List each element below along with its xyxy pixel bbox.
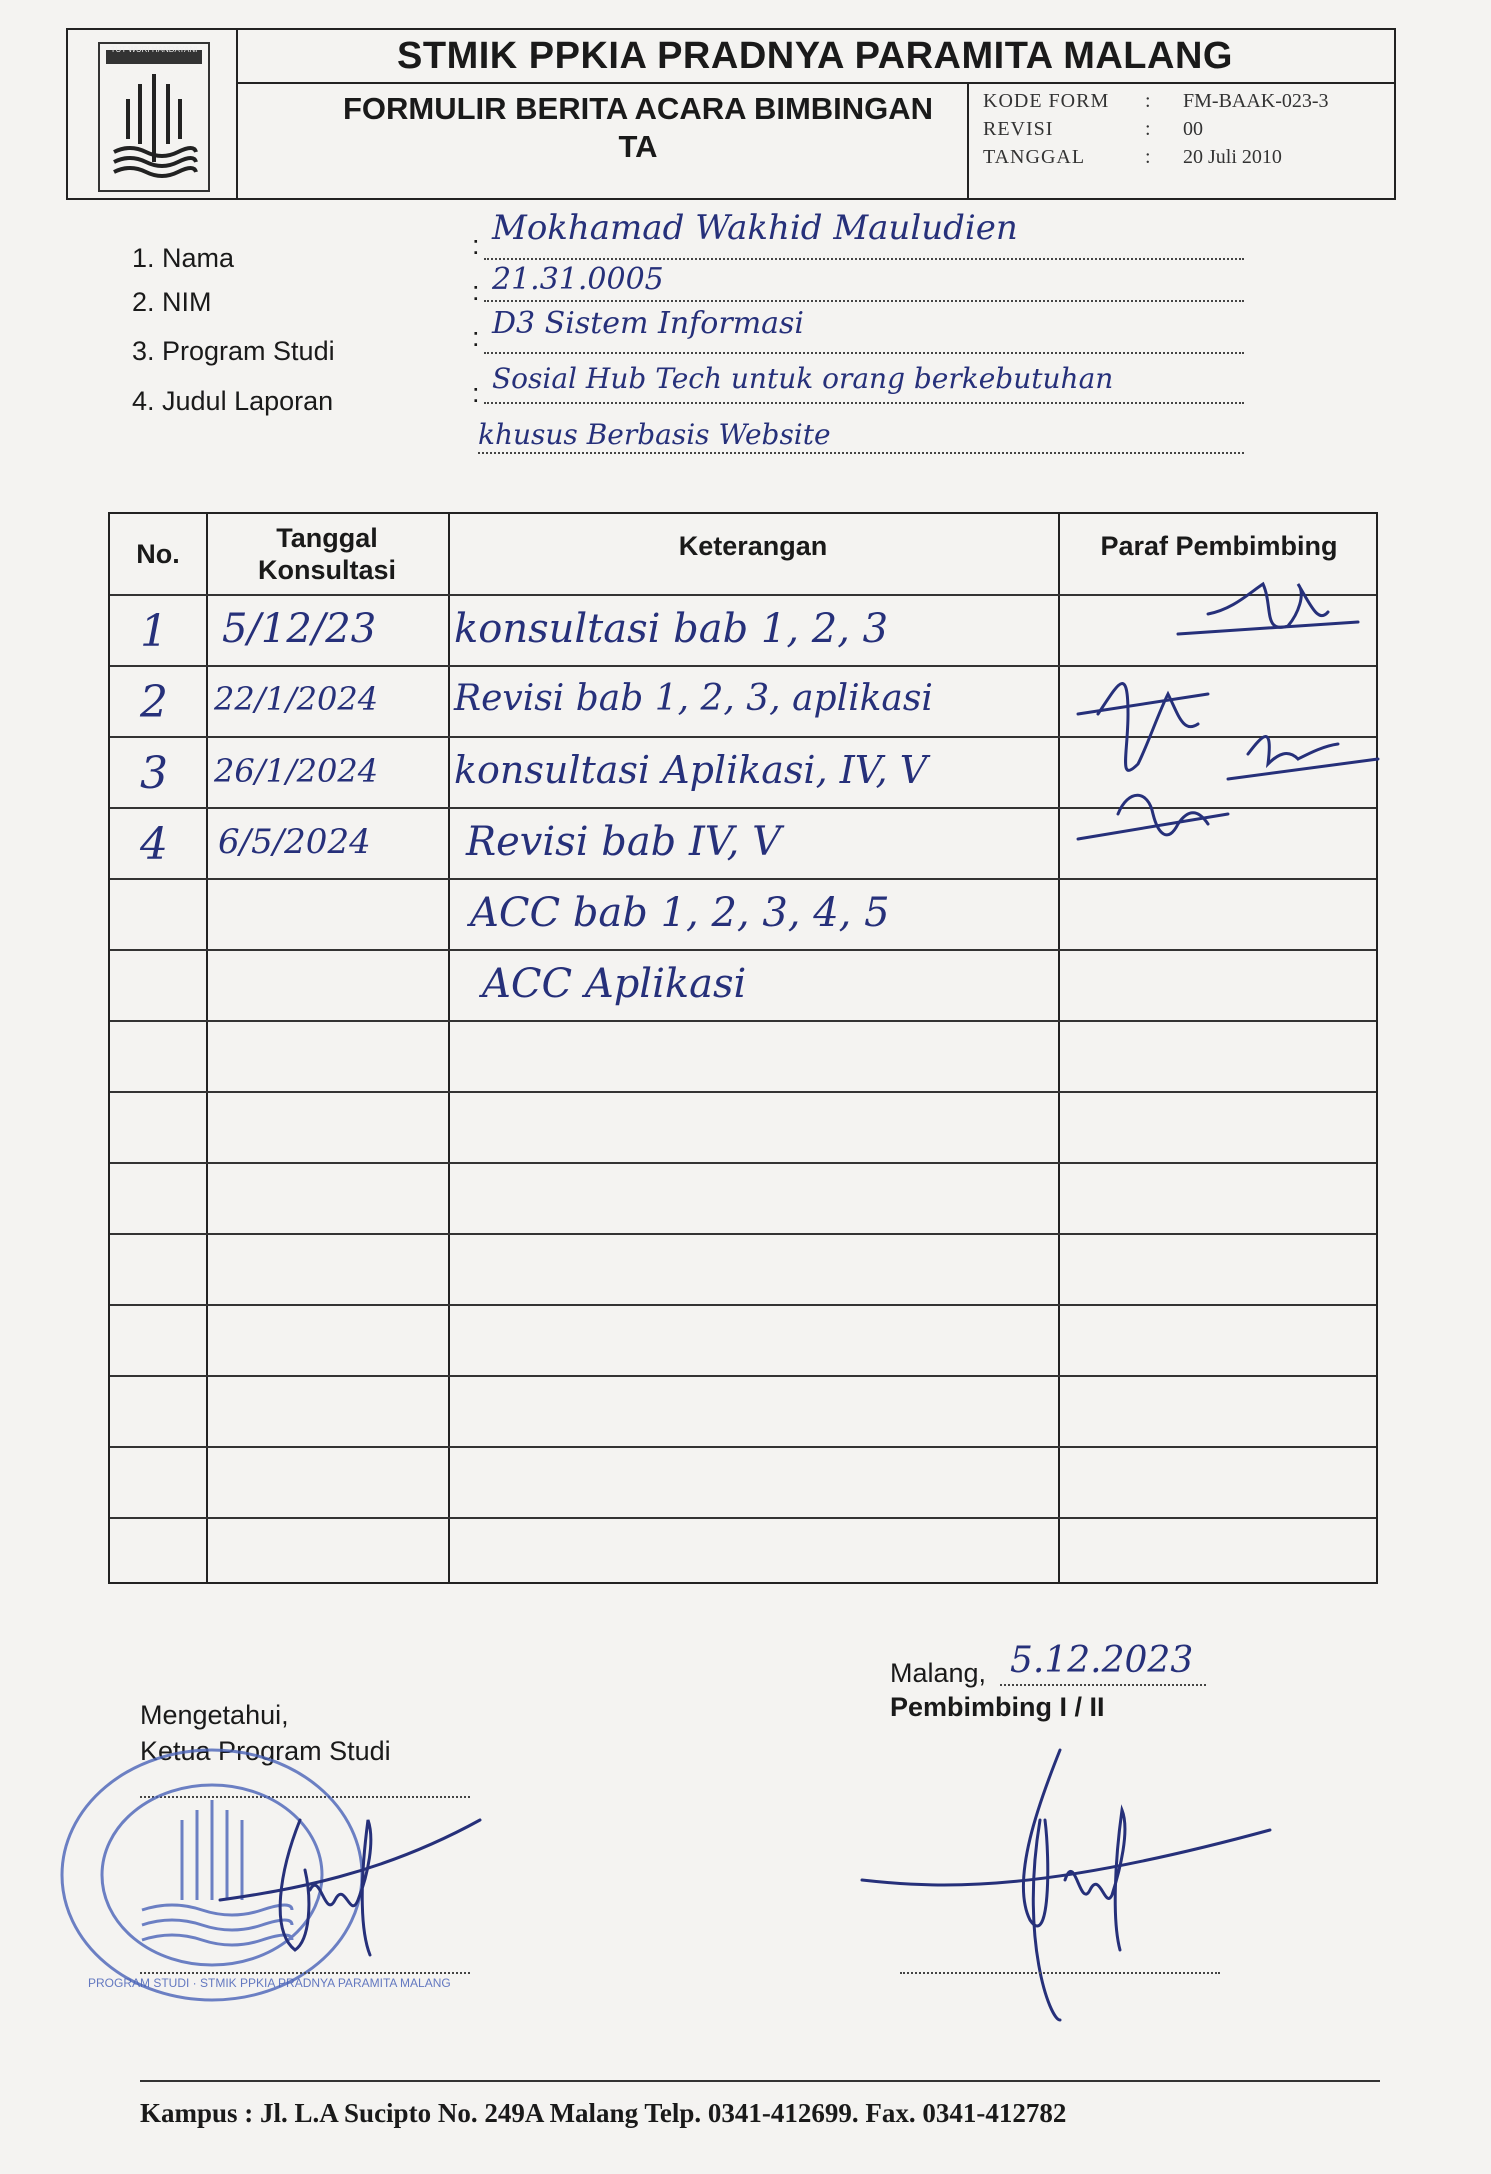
form-title [258,90,1018,166]
code-colon: : [1145,118,1151,140]
cell-keterangan: ACC Aplikasi [482,961,747,1007]
consultation-table [108,512,1378,1584]
code-value: 00 [1183,118,1203,140]
value-nim: 21.31.0005 [492,262,664,297]
footer-rule [140,2080,1380,2082]
dotted-line [484,402,1244,404]
header-no: No. [136,539,180,569]
label-judul-laporan: 4. Judul Laporan [132,386,334,416]
value-nama: Mokhamad Wakhid Mauludien [492,208,1018,248]
cell-no: 4 [140,819,168,870]
campus-address: Kampus : Jl. L.A Sucipto No. 249A Malang Telp. 0341-412699. Fax. 0341-412782 [140,2098,1067,2128]
colon: : [472,276,480,306]
cell-no: 2 [140,677,168,728]
header-tanggal-line2: Konsultasi [257,555,397,585]
cell-keterangan: ACC bab 1, 2, 3, 4, 5 [470,890,890,936]
pembimbing-label: Pembimbing I / II [890,1692,1105,1722]
row-divider [110,1304,1376,1306]
mengetahui-label: Mengetahui, [140,1700,289,1730]
dotted-line [900,1972,1220,1974]
dotted-line [478,452,1244,454]
row-divider [110,1517,1376,1519]
row-divider [110,1020,1376,1022]
ketua-prodi-label: Ketua Program Studi [140,1736,391,1766]
code-key: TANGGAL [983,146,1086,168]
code-colon: : [1145,146,1151,168]
code-colon: : [1145,90,1151,112]
code-value: 20 Juli 2010 [1183,146,1282,168]
colon: : [472,378,480,408]
header-keterangan: Keterangan [678,531,828,561]
row-divider [110,1091,1376,1093]
form-code-box [967,82,1394,198]
cell-tanggal: 26/1/2024 [214,752,379,790]
value-program-studi: D3 Sistem Informasi [492,306,805,341]
dotted-line [140,1972,470,1974]
form-title-line1: FORMULIR BERITA ACARA BIMBINGAN [342,91,934,126]
institution-title: STMIK PPKIA PRADNYA PARAMITA MALANG [236,30,1394,84]
cell-no: 1 [140,606,168,657]
label-program-studi: 3. Program Studi [132,336,335,366]
form-title-line2: TA [618,129,658,164]
header-tanggal-line1: Tanggal [276,523,378,553]
header-paraf: Paraf Pembimbing [1100,531,1338,561]
supervisor-signature [850,1720,1290,2040]
cell-tanggal: 5/12/23 [222,606,377,652]
cell-tanggal: 6/5/2024 [218,822,371,862]
colon: : [472,230,480,260]
supervisor-initials-column [1058,514,1380,894]
institution-logo [98,42,210,192]
logo-caption: TUT WURI HANDAYANI [110,45,198,54]
cell-keterangan: konsultasi bab 1, 2, 3 [454,606,889,652]
code-row-tanggal [983,146,1384,170]
head-of-program-signature [200,1780,520,1980]
dotted-line [484,300,1244,302]
code-row-kode-form [983,90,1384,114]
code-key: KODE FORM [983,90,1110,112]
row-divider [110,1162,1376,1164]
dotted-line [1000,1684,1206,1686]
row-divider [110,1375,1376,1377]
col-divider [206,514,208,1582]
label-nama: 1. Nama [132,243,235,273]
signature-date: 5.12.2023 [1010,1640,1194,1681]
dotted-line [484,258,1244,260]
cell-keterangan: Revisi bab 1, 2, 3, aplikasi [454,678,933,719]
value-judul-laporan: Sosial Hub Tech untuk orang berkebutuhan [492,362,1114,395]
cell-keterangan: konsultasi Aplikasi, IV, V [454,748,928,792]
city-label: Malang, [890,1658,987,1688]
cell-keterangan: Revisi bab IV, V [466,819,781,865]
cell-no: 3 [140,748,168,799]
cell-tanggal: 22/1/2024 [214,680,379,718]
form-header [66,28,1396,200]
header-tanggal [206,522,448,586]
row-divider [110,949,1376,951]
col-divider [448,514,450,1582]
code-value: FM-BAAK-023-3 [1183,90,1329,112]
stamp-text: PROGRAM STUDI · STMIK PPKIA PRADNYA PARAMITA MALANG [88,1976,451,1990]
dotted-line [484,352,1244,354]
value-judul-laporan-line2: khusus Berbasis Website [478,418,831,451]
label-nim: 2. NIM [132,287,212,317]
code-key: REVISI [983,118,1054,140]
code-row-revisi [983,118,1384,142]
row-divider [110,1233,1376,1235]
logo-cell [68,30,238,198]
row-divider [110,1446,1376,1448]
colon: : [472,322,480,352]
